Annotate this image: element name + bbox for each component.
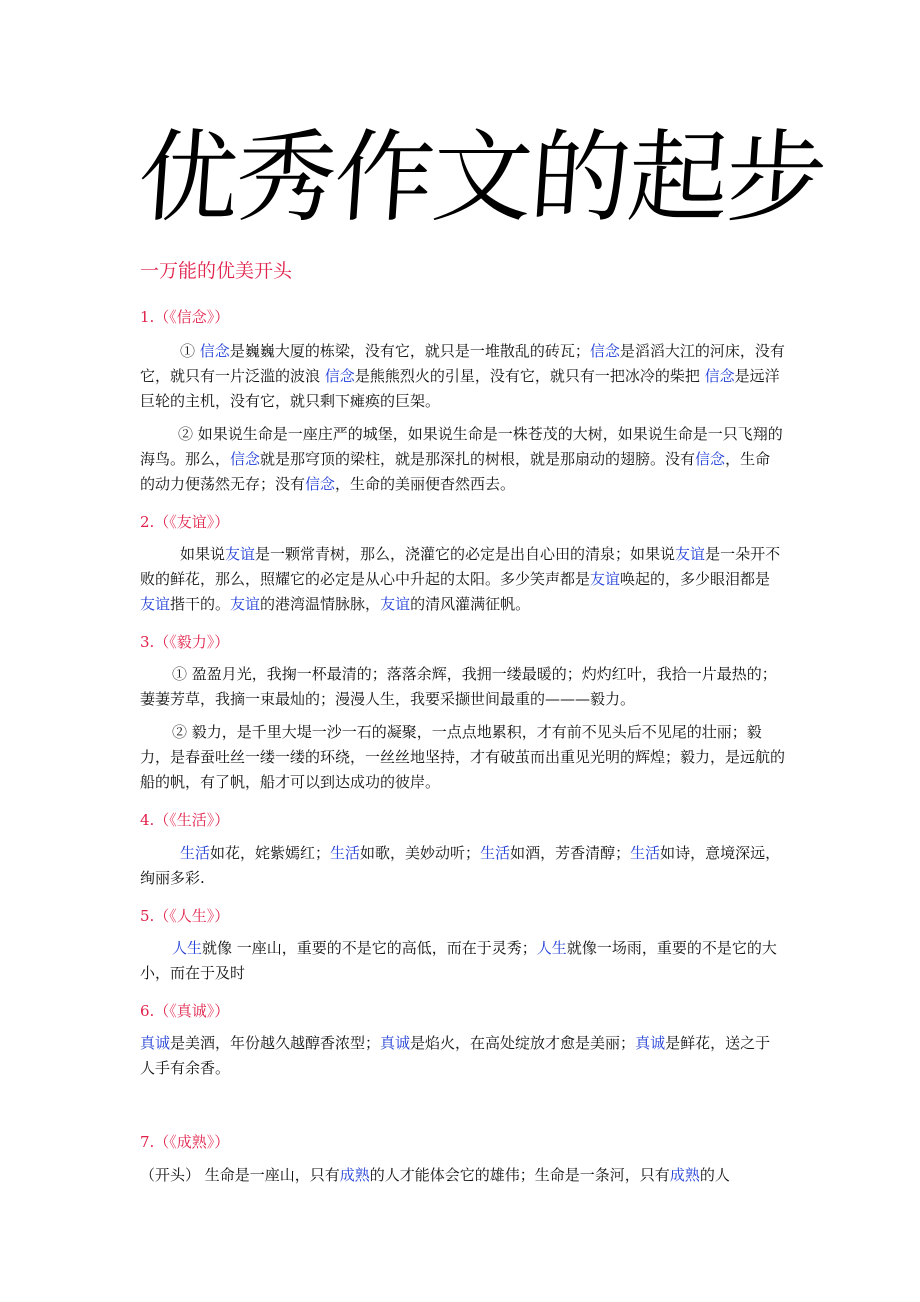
item-heading: 6.（《真诚》） <box>140 1002 230 1020</box>
keyword: 信念 <box>704 367 735 385</box>
paragraph: 如果说友谊是一颗常青树，那么，浇灌它的必定是出自心田的清泉；如果说友谊是一朵开不败的鲜花，那么，照耀它的必定是从心中升起的太阳。多少笑声都是友谊唤起的，多少眼泪都是友谊揩干的。友谊的港湾温情脉脉，友谊的清风灌满征帆。 <box>140 545 781 613</box>
keyword: 信念 <box>199 342 230 360</box>
paragraph: 人生就像 一座山，重要的不是它的高低，而在于灵秀；人生就像一场雨，重要的不是它的大小，而在于及时 <box>140 939 777 982</box>
keyword: 友谊 <box>230 595 261 613</box>
keyword: 人生 <box>536 939 567 957</box>
paragraph: 真诚是美酒，年份越久越醇香浓型；真诚是焰火，在高处绽放才愈是美丽；真诚是鲜花，送之于人手有余香。 <box>140 1034 771 1077</box>
keyword: 成熟 <box>339 1166 370 1184</box>
keyword: 真诚 <box>380 1034 411 1052</box>
keyword: 信念 <box>695 450 726 468</box>
keyword: 信念 <box>305 475 336 493</box>
keyword: 友谊 <box>380 595 411 613</box>
paragraph: ① 盈盈月光，我掬一杯最清的；落落余辉，我拥一缕最暖的；灼灼红叶，我拾一片最热的；萋萋芳草，我摘一束最灿的；漫漫人生，我要采撷世间最重的———毅力。 <box>140 665 777 708</box>
item-heading: 1.（《信念》） <box>140 308 230 326</box>
keyword: 友谊 <box>225 545 256 563</box>
keyword: 信念 <box>230 450 261 468</box>
section-title: 一万能的优美开头 <box>140 260 293 282</box>
keyword: 友谊 <box>590 570 621 588</box>
keyword: 友谊 <box>140 595 171 613</box>
page-title: 优秀作文的起步 <box>134 119 829 236</box>
item-heading: 4.（《生活》） <box>140 811 230 829</box>
keyword: 成熟 <box>669 1166 700 1184</box>
keyword: 真诚 <box>635 1034 666 1052</box>
keyword: 生活 <box>330 844 361 862</box>
item-heading: 5.（《人生》） <box>140 907 230 925</box>
item-heading: 3.（《毅力》） <box>140 633 230 651</box>
item-heading: 2.（《友谊》） <box>140 513 230 531</box>
keyword: 生活 <box>180 844 211 862</box>
keyword: 人生 <box>172 939 203 957</box>
keyword: 生活 <box>480 844 511 862</box>
paragraph: ② 如果说生命是一座庄严的城堡，如果说生命是一株苍茂的大树，如果说生命是一只飞翔的海鸟。那么，信念就是那穹顶的梁柱，就是那深扎的树根，就是那扇动的翅膀。没有信念，生命的动力便荡然无存；没有信念，生命的美丽便杳然西去。 <box>140 425 783 493</box>
paragraph: ② 毅力，是千里大堤一沙一石的凝聚，一点点地累积，才有前不见头后不见尾的壮丽；毅力，是春蚕吐丝一缕一缕的环绕，一丝丝地坚持，才有破茧而出重见光明的辉煌；毅力，是远航的船的帆，有了帆，船才可以到达成功的彼岸。 <box>140 723 786 791</box>
paragraph: 生活如花，姹紫嫣红；生活如歌，美妙动听；生活如酒，芳香清醇；生活如诗，意境深远，绚丽多彩. <box>140 844 781 887</box>
keyword: 友谊 <box>675 545 706 563</box>
keyword: 信念 <box>589 342 620 360</box>
item-heading: 7.（《成熟》） <box>140 1133 230 1151</box>
keyword: 真诚 <box>140 1034 171 1052</box>
paragraph: （开头） 生命是一座山，只有成熟的人才能体会它的雄伟；生命是一条河，只有成熟的人 <box>140 1166 730 1184</box>
paragraph: ① 信念是巍巍大厦的栋梁，没有它，就只是一堆散乱的砖瓦；信念是滔滔大江的河床，没有它，就只有一片泛滥的波浪 信念是熊熊烈火的引星，没有它，就只有一把冰冷的柴把 信念是远洋巨轮的主机，没有它，就只剩下瘫痪的巨架。 <box>140 342 785 410</box>
keyword: 生活 <box>630 844 661 862</box>
keyword: 信念 <box>324 367 355 385</box>
